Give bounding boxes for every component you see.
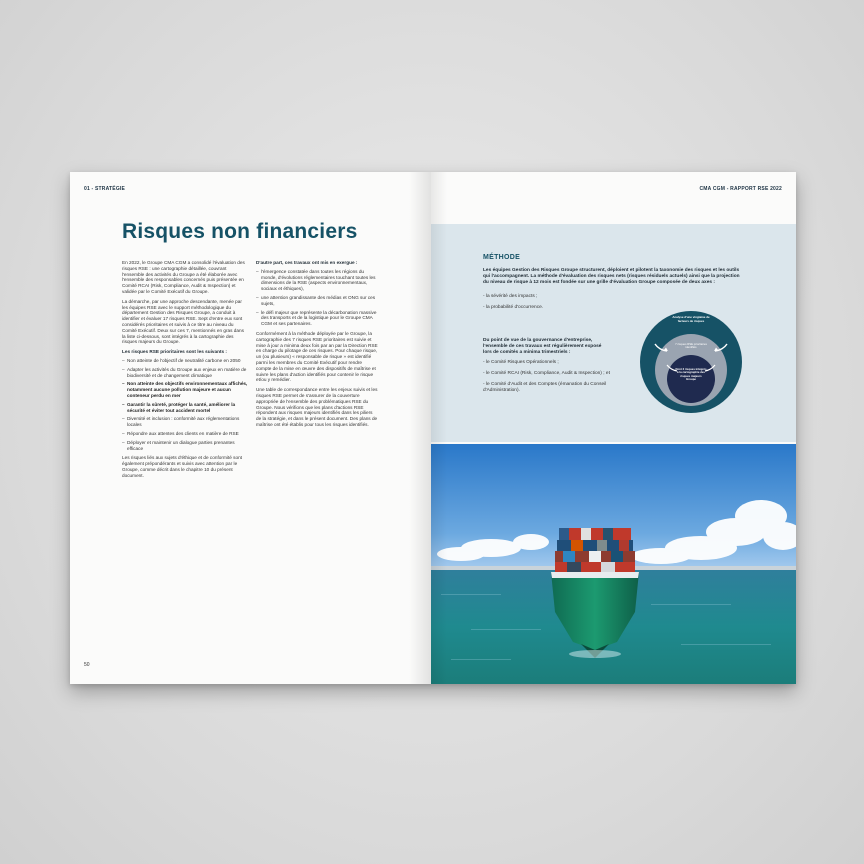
brochure-spread	[70, 172, 796, 684]
inner-label: Dont 2 risques intégrés à la cartographie des risques majeurs Groupe	[675, 368, 707, 382]
gutter-shadow	[431, 172, 447, 684]
ship-illustration	[431, 444, 796, 684]
left-page	[70, 172, 431, 684]
list-item: – Non atteinte de l'objectif de neutralité carbone en 2050	[122, 358, 248, 364]
paragraph: En 2022, le Groupe CMA CGM a consolidé l'évaluation des risques RSE : une cartographie détaillée, couvrant l'ensemble des activités du Groupe a été élaborée avec l'ensemble des responsables concernés puis présentée en Comité RCAI (Risk, Compliance, Audit & Inspection) et validée par le Comité Exécutif du Groupe.	[122, 260, 245, 294]
list-item: – Déployer et maintenir un dialogue parties prenantes efficace	[122, 440, 248, 452]
bow-wave	[569, 650, 621, 658]
governance-lead: Du point de vue de la gouvernance d'entreprise, l'ensemble de ces travaux est régulièrement exposé lors de comités a minima trimestriels :	[483, 338, 602, 355]
list-item: – Garantir la sûreté, protéger la santé, améliorer la sécurité et éviter tout accident mortel	[122, 402, 248, 414]
risk-funnel-diagram	[639, 310, 743, 414]
list-item: – Adapter les activités du Groupe aux enjeux en matière de biodiversité et de changement climatique	[122, 367, 248, 379]
findings-list	[256, 269, 378, 327]
text-column-2	[256, 260, 378, 432]
list-item: - la probabilité d'occurrence.	[483, 305, 544, 310]
list-item: - le Comité d'Audit et des Comptes (émanation du Conseil d'Administration).	[483, 382, 607, 393]
text-column-1	[122, 260, 248, 483]
container-stack	[555, 528, 635, 572]
list-lead: D'autre part, ces travaux ont mis en exergue :	[256, 260, 358, 265]
method-intro: Les équipes Gestion des Risques Groupe structurent, déploient et pilotent la taxonomie des risques et les outils qui l'accompagnent. La méthode d'évaluation des risques nets (risques résiduels actuels) ainsi que la projection du niveau de risque à 12 mois est fondée sur une grille d'évaluation Groupe composée de deux axes :	[483, 268, 740, 285]
priority-risk-list	[122, 358, 248, 451]
risk-circles	[639, 310, 743, 414]
paragraph: Conformément à la méthode déployée par le Groupe, la cartographie des 7 risques RSE prioritaires est suivie et mise à jour a minima deux fois par an par la Direction RSE en charge du pilotage de ces risques. Pour chaque risque, un (ou plusieurs) « responsable de risque » est identifié parmi les membres du Comité Exécutif pour rendre compte de la mise en œuvre des dispositifs de maîtrise et suivre les plans d'action identifiés pour contenir le risque et/ou y remédier.	[256, 330, 378, 383]
list-item: - la sévérité des impacts ;	[483, 294, 538, 299]
page-number: 50	[84, 662, 90, 668]
outer-label: Analyse d'une vingtaine de facteurs de risques	[672, 316, 710, 323]
list-item: – Diversité et inclusion : conformité aux réglementations locales	[122, 416, 248, 428]
axes-list	[483, 294, 603, 316]
committee-list	[483, 360, 611, 399]
page-title: Risques non financiers	[122, 220, 358, 243]
list-item: – l'émergence constatée dans toutes les régions du monde, d'évolutions réglementaires touchant toutes les dimensions de la RSE (aspects environnementaux, sociaux et éthiques),	[256, 269, 378, 292]
list-item: - le Comité RCAI (Risk, Compliance, Audit & Inspection) ; et	[483, 371, 610, 376]
right-page	[431, 172, 796, 684]
list-item: – Répondre aux attentes des clients en matière de RSE	[122, 431, 248, 437]
method-title: MÉTHODE	[483, 254, 521, 261]
paragraph: Une table de correspondance entre les enjeux suivis et les risques RSE permet de s'assurer de la couverture appropriée de l'ensemble des problématiques RSE du Groupe. Nous vérifions que les plans d'actions RSE répondent aux risques majeurs identifiés dans les piliers de la stratégie, et dans le présent document. Des plans de maîtrise ont été établis pour tous les risques identifiés.	[256, 387, 378, 427]
container-ship-photo	[431, 444, 796, 684]
list-lead: Les risques RSE prioritaires sont les suivants :	[122, 349, 227, 355]
list-item: – Non atteinte des objectifs environnementaux affichés, notamment aucune pollution majeure et aucun conteneur perdu en mer	[122, 381, 248, 398]
paragraph: La démarche, par une approche descendante, menée par les équipes RSE avec le support méthodologique du département Gestion des Risques Groupe, a conduit à identifier et évaluer 17 risques RSE. Sept d'entre eux sont considérés prioritaires et suivis à ce titre au niveau du Comité Exécutif. Deux sur ces 7, mentionnés en gras dans la liste ci-dessous, sont intégrés à la cartographie des risques majeurs du Groupe.	[122, 298, 244, 345]
middle-label: 7 risques RSE prioritaires identifiés	[675, 343, 707, 350]
gutter-shadow	[409, 172, 431, 684]
list-item: – une attention grandissante des médias et ONG sur ces sujets,	[256, 295, 378, 307]
list-item: – le défi majeur que représente la décarbonation massive des transports et de la logistique pour le Groupe CMA CGM et ses partenaires.	[256, 310, 378, 327]
ship-deck	[551, 572, 639, 578]
list-item: - le Comité Risques Opérationnels ;	[483, 360, 559, 365]
running-title: CMA CGM - RAPPORT RSE 2022	[699, 186, 782, 192]
paragraph: Les risques liés aux sujets d'éthique et de conformité sont également prépondérants et suivis avec attention par le Groupe, comme décrit dans le chapitre 10 du présent document.	[122, 455, 242, 478]
section-label: 01 - STRATÉGIE	[84, 186, 126, 192]
